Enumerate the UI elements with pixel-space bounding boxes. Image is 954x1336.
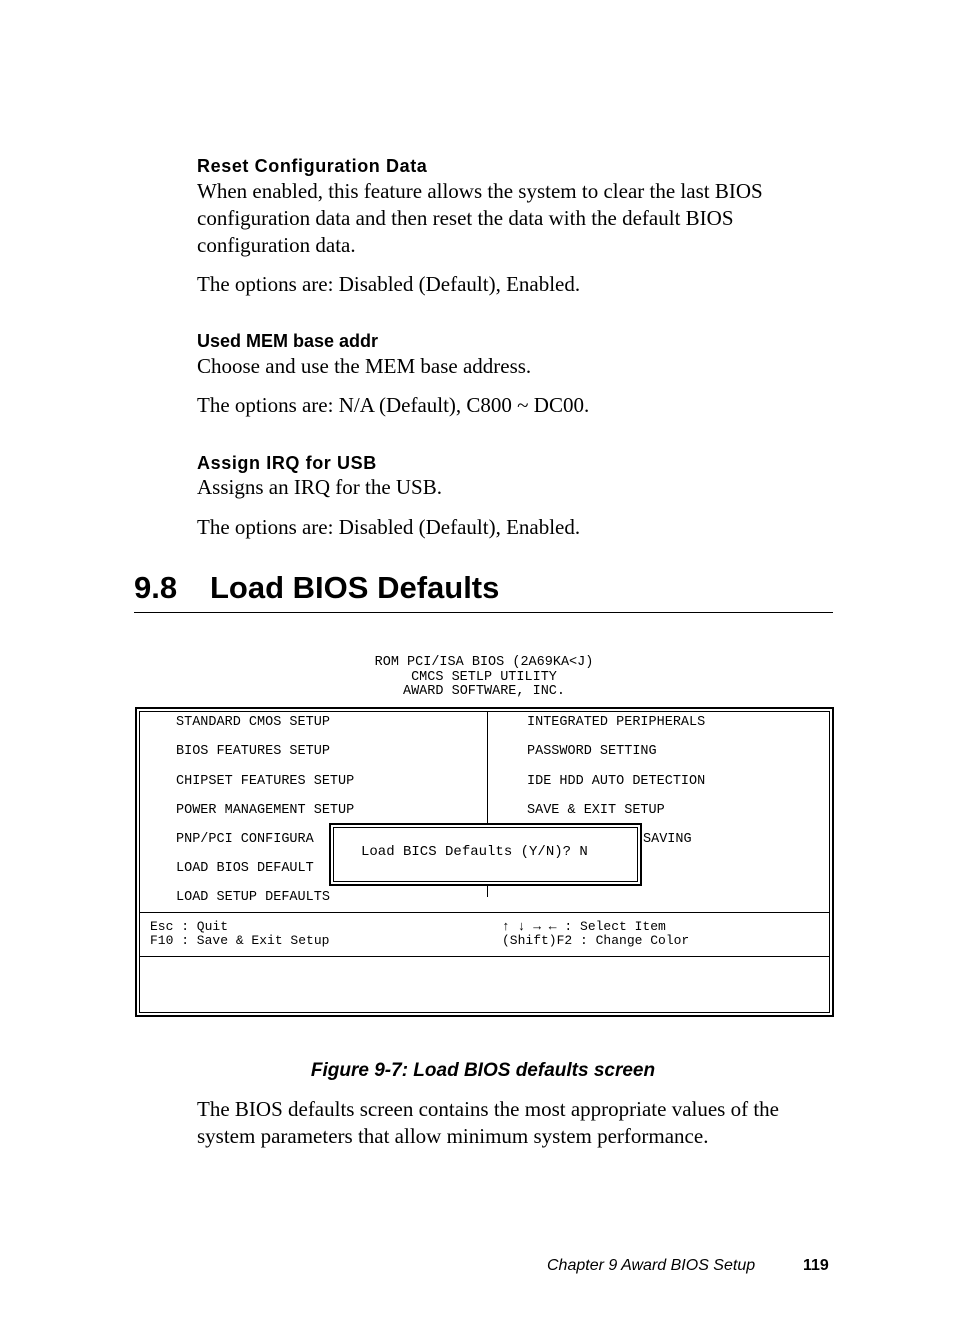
menu-standard-cmos-setup[interactable]: STANDARD CMOS SETUP bbox=[176, 715, 330, 730]
menu-integrated-peripherals[interactable]: INTEGRATED PERIPHERALS bbox=[527, 715, 706, 730]
help-select-item: ↑ ↓ → ← : Select Item bbox=[502, 919, 666, 934]
bios-header-line: ROM PCI/ISA BIOS (2A69KA<J) bbox=[374, 655, 594, 670]
help-separator-bottom bbox=[140, 956, 829, 957]
help-right bbox=[502, 920, 689, 948]
dialog-prompt[interactable]: Load BICS Defaults (Y/N)? N bbox=[361, 844, 588, 860]
menu-power-management-setup[interactable]: POWER MANAGEMENT SETUP bbox=[176, 803, 355, 818]
bios-header-line: CMCS SETLP UTILITY bbox=[411, 669, 557, 685]
menu-pnp-pci-configuration[interactable]: PNP/PCI CONFIGURA bbox=[176, 832, 314, 847]
menu-password-setting[interactable]: PASSWORD SETTING bbox=[527, 744, 657, 759]
section-rule bbox=[134, 612, 833, 613]
menu-save-exit-setup[interactable]: SAVE & EXIT SETUP bbox=[527, 803, 665, 818]
footer-chapter: Chapter 9 Award BIOS Setup bbox=[547, 1257, 756, 1274]
menu-ide-hdd-auto-detection[interactable]: IDE HDD AUTO DETECTION bbox=[527, 774, 706, 789]
help-separator-top bbox=[140, 912, 829, 913]
menu-exit-without-saving[interactable]: SAVING bbox=[643, 832, 692, 847]
text-line: configuration data. bbox=[197, 233, 356, 257]
figure-caption: Figure 9-7: Load BIOS defaults screen bbox=[310, 1060, 656, 1081]
options-assign-irq: The options are: Disabled (Default), Enabled. bbox=[197, 515, 581, 539]
subheading-assign-irq-for-usb: Assign IRQ for USB bbox=[197, 453, 377, 473]
menu-load-setup-defaults[interactable]: LOAD SETUP DEFAULTS bbox=[176, 890, 330, 905]
help-f10-save-exit: F10 : Save & Exit Setup bbox=[150, 933, 330, 948]
page-number: 119 bbox=[803, 1257, 829, 1274]
menu-chipset-features-setup[interactable]: CHIPSET FEATURES SETUP bbox=[176, 774, 355, 789]
bios-screen-figure bbox=[134, 652, 834, 1022]
help-change-color: (Shift)F2 : Change Color bbox=[502, 933, 690, 948]
text-line: configuration data and then reset the data with the default BIOS bbox=[197, 206, 734, 230]
paragraph-assign-irq: Assigns an IRQ for the USB. bbox=[197, 475, 442, 499]
options-used-mem-base-addr: The options are: N/A (Default), C800 ~ DC00. bbox=[197, 393, 590, 417]
help-left bbox=[150, 920, 329, 948]
bios-header-line: AWARD SOFTWARE, INC. bbox=[402, 684, 566, 699]
subheading-reset-configuration-data: Reset Configuration Data bbox=[197, 156, 428, 176]
closing-paragraph bbox=[197, 1096, 779, 1150]
text-line: When enabled, this feature allows the system to clear the last BIOS bbox=[197, 179, 763, 203]
options-reset-configuration: The options are: Disabled (Default), Enabled. bbox=[197, 272, 581, 296]
menu-bios-features-setup[interactable]: BIOS FEATURES SETUP bbox=[176, 744, 330, 759]
load-defaults-dialog[interactable] bbox=[329, 823, 642, 886]
section-title: Load BIOS Defaults bbox=[210, 570, 500, 605]
menu-load-bios-defaults[interactable]: LOAD BIOS DEFAULT bbox=[176, 861, 314, 876]
text-line: system parameters that allow minimum system performance. bbox=[197, 1124, 709, 1148]
section-number: 9.8 bbox=[134, 570, 178, 605]
bios-header bbox=[134, 656, 834, 700]
paragraph-used-mem-base-addr: Choose and use the MEM base address. bbox=[197, 354, 532, 378]
subheading-used-mem-base-addr: Used MEM base addr bbox=[197, 331, 379, 351]
help-esc-quit: Esc : Quit bbox=[150, 919, 229, 934]
paragraph-reset-configuration bbox=[197, 178, 763, 259]
text-line: The BIOS defaults screen contains the most appropriate values of the bbox=[197, 1097, 779, 1121]
